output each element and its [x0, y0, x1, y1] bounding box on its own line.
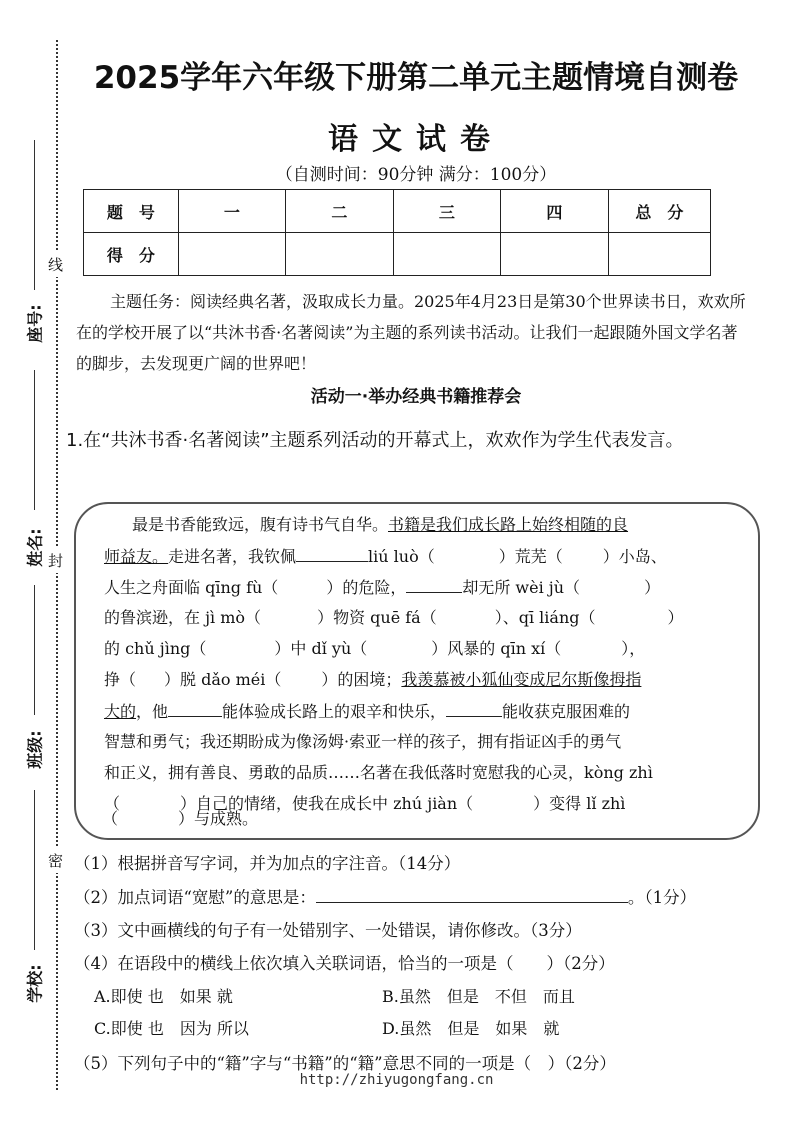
passage-text: ，他 [136, 702, 169, 721]
passage-text: ）与成熟。 [178, 809, 259, 828]
passage-text: ）， [621, 639, 646, 658]
score-cell: 三 [393, 190, 501, 233]
passage-text: 走进名著，我钦佩 [168, 547, 297, 566]
passage-text: ）荒芜（ [498, 547, 563, 566]
seal-char-line: 线 [48, 252, 63, 277]
pinyin-text: liú luò（ [368, 547, 435, 566]
score-input-cell[interactable] [286, 233, 394, 276]
passage-text: 能收获克服困难的 [502, 702, 631, 721]
passage-line [132, 512, 772, 538]
underlined-sentence: 我羡慕被小狐仙变成尼尔斯像拇指 [401, 670, 642, 689]
question-1-2 [74, 884, 696, 908]
score-cell: 题 号 [84, 190, 179, 233]
option-d[interactable]: D.虽然 但是 如果 就 [382, 1019, 560, 1038]
answer-blank[interactable] [316, 884, 628, 903]
answer-blank[interactable] [446, 698, 502, 717]
score-input-cell[interactable] [608, 233, 710, 276]
passage-line [104, 543, 744, 569]
score-table-header-row [84, 190, 711, 233]
pinyin-text: 的 chǔ jìng（ [104, 639, 207, 658]
class-label: 班级: [25, 730, 45, 769]
question-1-1: （1）根据拼音写字词，并为加点的字注音。（14分） [74, 854, 461, 873]
passage-line [102, 806, 742, 832]
option-a[interactable]: A.即使 也 如果 就 [94, 987, 233, 1006]
class-line [34, 585, 35, 715]
pinyin-text: ）、qī liáng（ [494, 608, 596, 627]
seat-number-label: 座号: [25, 304, 45, 343]
underlined-sentence: 师益友。 [104, 547, 169, 566]
passage-text: ）小岛、 [602, 547, 667, 566]
pinyin-text: ）物资 quē fá（ [317, 608, 437, 627]
option-b[interactable]: B.虽然 但是 不但 而且 [382, 987, 575, 1006]
score-cell: 总 分 [608, 190, 710, 233]
footer-url[interactable]: http://zhiyugongfang.cn [299, 1072, 494, 1088]
page-title: 2025学年六年级下册第二单元主题情境自测卷 [93, 60, 739, 96]
question-1-4: （4）在语段中的横线上依次填入关联词语，恰当的一项是（ ）（2分） [74, 954, 615, 973]
pinyin-text: ）中 dǐ yù（ [274, 639, 368, 658]
score-input-cell[interactable] [178, 233, 286, 276]
answer-blank[interactable] [296, 543, 368, 562]
question-text: （2）加点词语“宽慰”的意思是： [74, 888, 316, 907]
answer-blank[interactable] [168, 698, 222, 717]
page-subtitle: 语文试卷 [328, 122, 504, 157]
question-text: 。（1分） [627, 888, 697, 907]
underlined-sentence: 大的 [104, 702, 137, 721]
school-label: 学校: [25, 964, 45, 1003]
score-table-score-row [84, 233, 711, 276]
option-c[interactable]: C.即使 也 因为 所以 [94, 1019, 249, 1038]
score-cell: 得 分 [84, 233, 179, 276]
intro-paragraph: 主题任务：阅读经典名著，汲取成长力量。2025年4月23日是第30个世界读书日，欢欢所在的学校开展了以“共沐书香·名著阅读”为主题的系列读书活动。让我们一起跟随外国文学名著的脚步，去发现更广阔的世界吧！ [76, 292, 746, 373]
passage-text: ）的危险， [326, 578, 407, 597]
seat-number-line [34, 140, 35, 290]
name-line [34, 370, 35, 510]
passage-line [104, 667, 744, 693]
passage-text: 挣（ [104, 670, 137, 689]
pinyin-text: 人生之舟面临 qīng fù（ [104, 578, 279, 597]
time-note: （自测时间：90分钟 满分：100分） [275, 165, 557, 185]
score-table [83, 189, 711, 276]
underlined-sentence: 书籍是我们成长路上始终相随的良 [388, 515, 629, 534]
pinyin-text: ）脱 dǎo méi（ [164, 670, 282, 689]
passage-line [104, 698, 744, 724]
question-1-5: （5）下列句子中的“籍”字与“书籍”的“籍”意思不同的一项是（ ）（2分） [74, 1054, 616, 1073]
passage-text: ） [644, 578, 661, 597]
score-input-cell[interactable] [501, 233, 609, 276]
passage-text: ） [667, 608, 684, 627]
passage-line: 智慧和勇气；我还期盼成为像汤姆·索亚一样的孩子，拥有指证凶手的勇气 [104, 732, 622, 751]
activity-title: 活动一·举办经典书籍推荐会 [310, 387, 522, 407]
passage-text: ）的困境； [321, 670, 402, 689]
pinyin-text: 的鲁滨逊，在 jì mò（ [104, 608, 262, 627]
passage-text: （ [102, 809, 119, 828]
answer-blank[interactable] [406, 574, 462, 593]
school-line [34, 790, 35, 950]
passage-line [104, 574, 744, 600]
pinyin-text: ）风暴的 qīn xí（ [431, 639, 562, 658]
passage-text: 能体验成长路上的艰辛和快乐， [222, 702, 447, 721]
score-cell: 四 [501, 190, 609, 233]
seal-char-seal: 封 [48, 548, 63, 573]
passage-line: 和正义，拥有善良、勇敢的品质……名著在我低落时宽慰我的心灵，kòng zhì [104, 763, 653, 782]
name-label: 姓名: [25, 528, 45, 567]
score-cell: 一 [178, 190, 286, 233]
score-input-cell[interactable] [393, 233, 501, 276]
passage-line [104, 605, 744, 631]
question-1-stem: 1.在“共沐书香·名著阅读”主题系列活动的开幕式上，欢欢作为学生代表发言。 [66, 430, 684, 451]
pinyin-text: ）自己的情绪，使我在成长中 zhú jiàn（ [180, 794, 474, 813]
passage-text: 最是书香能致远，腹有诗书气自华。 [132, 515, 389, 534]
question-1-3: （3）文中画横线的句子有一处错别字、一处错误，请你修改。（3分） [74, 921, 582, 940]
seal-char-secret: 密 [48, 848, 63, 873]
passage-line [104, 636, 744, 662]
pinyin-text: 却无所 wèi jù（ [462, 578, 581, 597]
passage-box [74, 502, 760, 840]
pinyin-text: ）变得 lǐ zhì [533, 794, 626, 813]
binding-margin [0, 0, 62, 1122]
passage-text: （ [104, 794, 121, 813]
score-cell: 二 [286, 190, 394, 233]
